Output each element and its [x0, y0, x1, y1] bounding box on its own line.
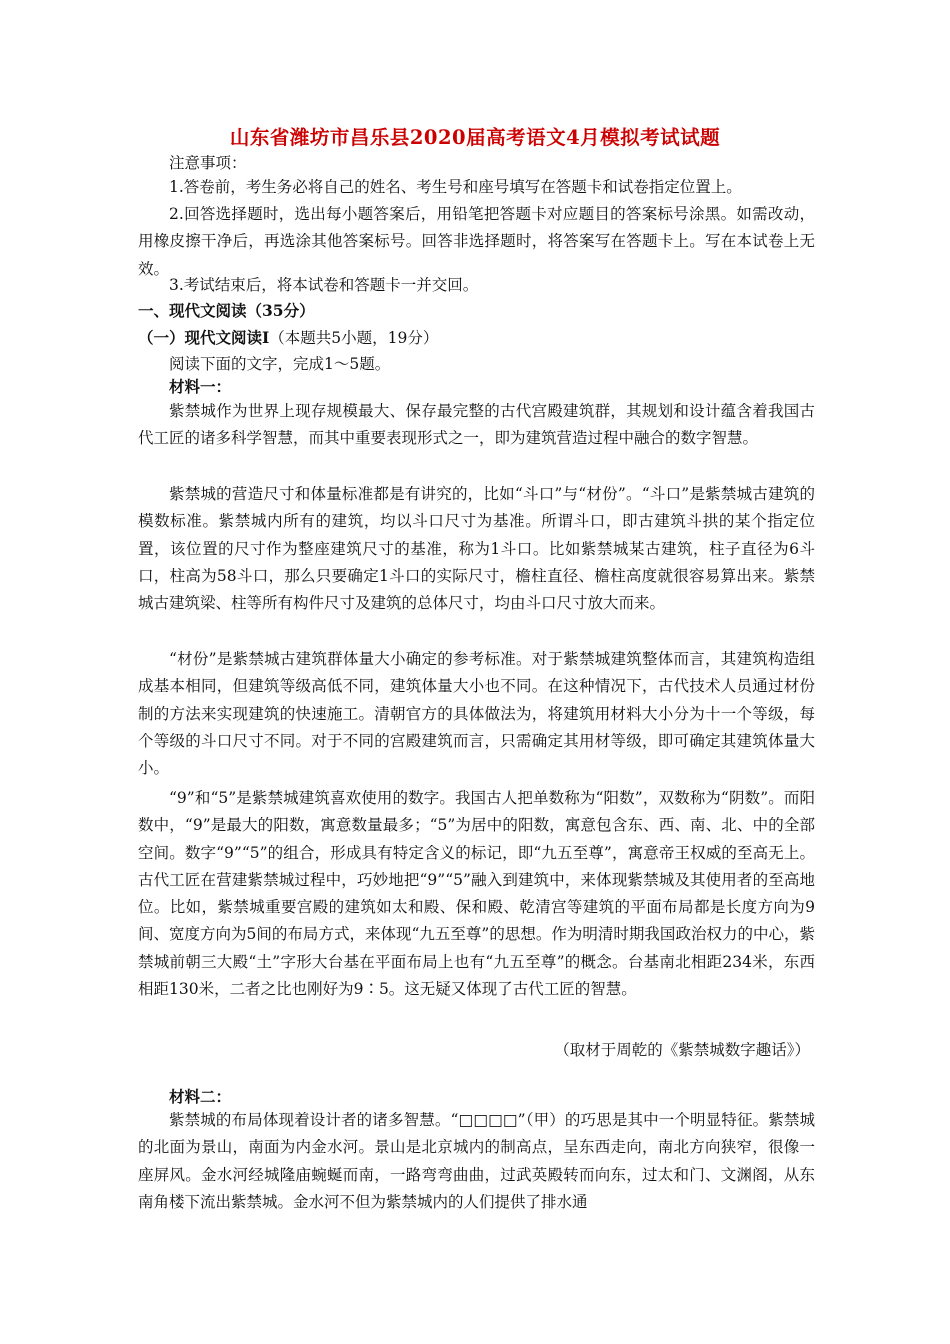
material-1-paragraph-3: “材份”是紫禁城古建筑群体量大小确定的参考标准。对于紫禁城建筑整体而言，其建筑构造组成基本相同，但建筑等级高低不同，建筑体量大小也不同。在这种情况下，古代技术人员通过材份制的方法来实现建筑的快速施工。清朝官方的具体做法为，将建筑用材料大小分为十一个等级，每个等级的斗口尺寸不同。对于不同的宫殿建筑而言，只需确定其用材等级，即可确定其建筑体量大小。 — [138, 650, 815, 778]
material-1-label: 材料一： — [169, 377, 232, 396]
notice-item-3: 3.考试结束后，将本试卷和答题卡一并交回。 — [169, 276, 479, 294]
section-heading: 一、现代文阅读（35分） — [138, 301, 315, 320]
notice-heading: 注意事项： — [169, 154, 247, 172]
material-2-label: 材料二： — [169, 1087, 232, 1106]
subsection-heading — [138, 326, 438, 348]
material-1-paragraph-1: 紫禁城作为世界上现存规模最大、保存最完整的古代宫殿建筑群，其规划和设计蕴含着我国古代工匠的诸多科学智慧，而其中重要表现形式之一，即为建筑营造过程中融合的数字智慧。 — [138, 402, 815, 448]
material-1-source: （取材于周乾的《紫禁城数字趣话》） — [554, 1041, 810, 1059]
document-title: 山东省潍坊市昌乐县2020届高考语文4月模拟考试试题 — [229, 126, 721, 149]
notice-item-2: 2.回答选择题时，选出每小题答案后，用铅笔把答题卡对应题目的答案标号涂黑。如需改动，用橡皮擦干净后，再选涂其他答案标号。回答非选择题时，将答案写在答题卡上。写在本试卷上无效。 — [138, 205, 815, 278]
subsection-title: （一）现代文阅读Ⅰ — [138, 328, 270, 347]
subsection-note: （本题共5小题，19分） — [269, 329, 439, 347]
material-2-paragraph-1: 紫禁城的布局体现着设计者的诸多智慧。“□□□□”（甲）的巧思是其中一个明显特征。紫禁城的北面为景山，南面为内金水河。景山是北京城内的制高点，呈东西走向，南北方向狭窄，很像一座屏风。金水河经城隆庙蜿蜒而南，一路弯弯曲曲，过武英殿转而向东，过太和门、文渊阁，从东南角楼下流出紫禁城。金水河不但为紫禁城内的人们提供了排水通 — [138, 1111, 815, 1211]
notice-item-1: 1.答卷前，考生务必将自己的姓名、考生号和座号填写在答题卡和试卷指定位置上。 — [169, 178, 742, 196]
material-1-paragraph-4: “9”和“5”是紫禁城建筑喜欢使用的数字。我国古人把单数称为“阳数”，双数称为“阴数”。而阳数中，“9”是最大的阳数，寓意数量最多；“5”为居中的阳数，寓意包含东、西、南、北、中的全部空间。数字“9”“5”的组合，形成具有特定含义的标记，即“九五至尊”，寓意帝王权威的至高无上。古代工匠在营建紫禁城过程中，巧妙地把“9”“5”融入到建筑中，来体现紫禁城及其使用者的至高地位。比如，紫禁城重要宫殿的建筑如太和殿、保和殿、乾清宫等建筑的平面布局都是长度方向为9间、宽度方向为5间的布局方式，来体现“九五至尊”的思想。作为明清时期我国政治权力的中心，紫禁城前朝三大殿“土”字形大台基在平面布局上也有“九五至尊”的概念。台基南北相距234米，东西相距130米，二者之比也刚好为9∶5。这无疑又体现了古代工匠的智慧。 — [138, 789, 815, 999]
material-1-paragraph-2: 紫禁城的营造尺寸和体量标准都是有讲究的，比如“斗口”与“材份”。“斗口”是紫禁城古建筑的模数标准。紫禁城内所有的建筑，均以斗口尺寸为基准。所谓斗口，即古建筑斗拱的某个指定位置，该位置的尺寸作为整座建筑尺寸的基准，称为1斗口。比如紫禁城某古建筑，柱子直径为6斗口，柱高为58斗口，那么只要确定1斗口的实际尺寸，檐柱直径、檐柱高度就很容易算出来。紫禁城古建筑梁、柱等所有构件尺寸及建筑的总体尺寸，均由斗口尺寸放大而来。 — [138, 485, 815, 613]
reading-instruction: 阅读下面的文字，完成1～5题。 — [169, 355, 391, 373]
